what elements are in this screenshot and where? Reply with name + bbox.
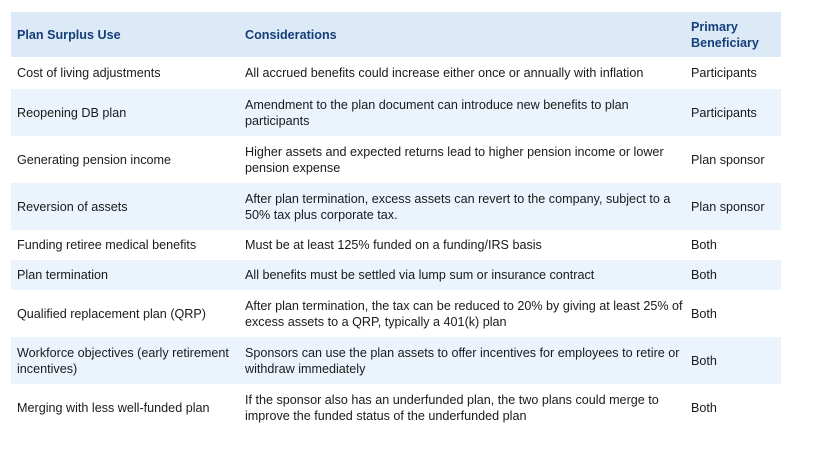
- row-use: Funding retiree medical benefits: [11, 230, 239, 260]
- row-beneficiary: Both: [685, 337, 781, 384]
- header-plan-surplus-use: Plan Surplus Use: [11, 12, 239, 57]
- table-row: [11, 384, 781, 431]
- row-beneficiary: Plan sponsor: [685, 136, 781, 183]
- table-header-row: [11, 12, 781, 57]
- table-row: [11, 230, 781, 260]
- row-beneficiary: Participants: [685, 89, 781, 136]
- row-considerations: Higher assets and expected returns lead to higher pension income or lower pension expense: [239, 136, 685, 183]
- row-beneficiary: Both: [685, 290, 781, 337]
- header-primary-beneficiary: Primary Beneficiary: [685, 12, 781, 57]
- row-beneficiary: Plan sponsor: [685, 183, 781, 230]
- row-use: Plan termination: [11, 260, 239, 290]
- row-considerations: All accrued benefits could increase either once or annually with inflation: [239, 57, 685, 89]
- table-row: [11, 337, 781, 384]
- row-use: Workforce objectives (early retirement incentives): [11, 337, 239, 384]
- row-considerations: Must be at least 125% funded on a funding/IRS basis: [239, 230, 685, 260]
- table-row: [11, 290, 781, 337]
- row-beneficiary: Participants: [685, 57, 781, 89]
- row-use: Merging with less well-funded plan: [11, 384, 239, 431]
- row-considerations: All benefits must be settled via lump sum or insurance contract: [239, 260, 685, 290]
- row-use: Qualified replacement plan (QRP): [11, 290, 239, 337]
- row-use: Reopening DB plan: [11, 89, 239, 136]
- table-row: [11, 260, 781, 290]
- row-considerations: If the sponsor also has an underfunded plan, the two plans could merge to improve the funded status of the underfunded plan: [239, 384, 685, 431]
- row-beneficiary: Both: [685, 384, 781, 431]
- header-considerations: Considerations: [239, 12, 685, 57]
- row-considerations: Sponsors can use the plan assets to offer incentives for employees to retire or withdraw immediately: [239, 337, 685, 384]
- row-considerations: Amendment to the plan document can introduce new benefits to plan participants: [239, 89, 685, 136]
- row-use: Cost of living adjustments: [11, 57, 239, 89]
- table-row: [11, 89, 781, 136]
- row-considerations: After plan termination, excess assets can revert to the company, subject to a 50% tax plus corporate tax.: [239, 183, 685, 230]
- plan-surplus-table: [11, 12, 781, 431]
- row-use: Generating pension income: [11, 136, 239, 183]
- row-use: Reversion of assets: [11, 183, 239, 230]
- row-beneficiary: Both: [685, 230, 781, 260]
- table-row: [11, 136, 781, 183]
- table-row: [11, 57, 781, 89]
- row-beneficiary: Both: [685, 260, 781, 290]
- row-considerations: After plan termination, the tax can be reduced to 20% by giving at least 25% of excess assets to a QRP, typically a 401(k) plan: [239, 290, 685, 337]
- table-row: [11, 183, 781, 230]
